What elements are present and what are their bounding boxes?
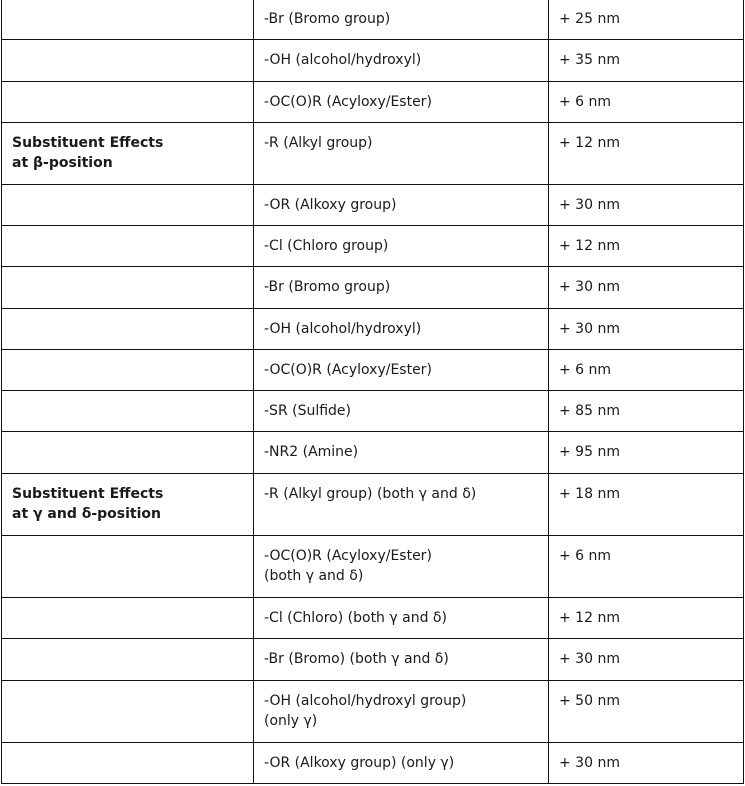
shift-cell <box>549 639 744 681</box>
category-cell <box>2 185 254 226</box>
table-row <box>2 185 744 226</box>
category-label: at γ and δ-position <box>12 506 162 522</box>
shift-value: + 12 nm <box>559 610 620 626</box>
substituent-text: -OC(O)R (Acyloxy/Ester) <box>264 94 432 110</box>
substituent-cell <box>254 40 549 82</box>
substituent-cell <box>254 743 549 784</box>
shift-value: + 30 nm <box>559 755 620 771</box>
substituent-text: -OR (Alkoxy group) (only γ) <box>264 755 455 771</box>
category-cell <box>2 123 254 185</box>
table-row <box>2 123 744 185</box>
substituent-cell <box>254 309 549 350</box>
shift-value: + 25 nm <box>559 11 620 27</box>
category-label: Substituent Effects <box>12 486 164 502</box>
substituent-text: -OH (alcohol/hydroxyl) <box>264 321 422 337</box>
shift-cell <box>549 185 744 226</box>
substituent-effects-table <box>1 0 744 784</box>
category-cell <box>2 474 254 536</box>
category-cell <box>2 0 254 40</box>
table-row <box>2 82 744 123</box>
substituent-cell <box>254 123 549 185</box>
shift-cell <box>549 0 744 40</box>
category-cell <box>2 681 254 743</box>
shift-value: + 95 nm <box>559 444 620 460</box>
substituent-cell <box>254 82 549 123</box>
shift-cell <box>549 123 744 185</box>
shift-value: + 6 nm <box>559 94 612 110</box>
table-row <box>2 598 744 639</box>
shift-cell <box>549 226 744 267</box>
table-row <box>2 474 744 536</box>
substituent-text: -R (Alkyl group) <box>264 135 373 151</box>
category-cell <box>2 82 254 123</box>
substituent-text: -OC(O)R (Acyloxy/Ester) <box>264 362 432 378</box>
category-cell <box>2 639 254 681</box>
shift-cell <box>549 743 744 784</box>
substituent-cell <box>254 536 549 598</box>
table-row <box>2 267 744 309</box>
shift-value: + 6 nm <box>559 548 612 564</box>
category-cell <box>2 391 254 432</box>
substituent-cell <box>254 432 549 474</box>
shift-cell <box>549 40 744 82</box>
substituent-cell <box>254 391 549 432</box>
substituent-text: (only γ) <box>264 713 318 729</box>
table-row <box>2 350 744 391</box>
table-body <box>2 0 744 784</box>
shift-value: + 12 nm <box>559 238 620 254</box>
substituent-text: -Br (Bromo) (both γ and δ) <box>264 651 449 667</box>
category-cell <box>2 309 254 350</box>
substituent-text: -R (Alkyl group) (both γ and δ) <box>264 486 477 502</box>
shift-cell <box>549 681 744 743</box>
category-cell <box>2 350 254 391</box>
table-row <box>2 391 744 432</box>
substituent-text: -Br (Bromo group) <box>264 11 391 27</box>
shift-value: + 30 nm <box>559 651 620 667</box>
shift-value: + 6 nm <box>559 362 612 378</box>
substituent-cell <box>254 681 549 743</box>
substituent-cell <box>254 350 549 391</box>
table-row <box>2 536 744 598</box>
substituent-text: -OR (Alkoxy group) <box>264 197 397 213</box>
substituent-cell <box>254 226 549 267</box>
substituent-cell <box>254 185 549 226</box>
substituent-cell <box>254 267 549 309</box>
category-cell <box>2 267 254 309</box>
category-cell <box>2 40 254 82</box>
category-label: at β-position <box>12 155 113 171</box>
substituent-text: -SR (Sulfide) <box>264 403 352 419</box>
shift-cell <box>549 474 744 536</box>
shift-value: + 18 nm <box>559 486 620 502</box>
table-row <box>2 639 744 681</box>
shift-cell <box>549 391 744 432</box>
category-cell <box>2 226 254 267</box>
substituent-cell <box>254 639 549 681</box>
shift-cell <box>549 267 744 309</box>
substituent-text: (both γ and δ) <box>264 568 364 584</box>
shift-cell <box>549 350 744 391</box>
table-row <box>2 309 744 350</box>
table-row <box>2 0 744 40</box>
category-cell <box>2 598 254 639</box>
substituent-text: -NR2 (Amine) <box>264 444 359 460</box>
shift-cell <box>549 598 744 639</box>
category-cell <box>2 432 254 474</box>
table-row <box>2 681 744 743</box>
shift-value: + 35 nm <box>559 52 620 68</box>
shift-cell <box>549 82 744 123</box>
category-cell <box>2 743 254 784</box>
shift-value: + 30 nm <box>559 279 620 295</box>
shift-value: + 30 nm <box>559 321 620 337</box>
shift-cell <box>549 536 744 598</box>
shift-value: + 85 nm <box>559 403 620 419</box>
substituent-text: -Br (Bromo group) <box>264 279 391 295</box>
substituent-cell <box>254 598 549 639</box>
category-label: Substituent Effects <box>12 135 164 151</box>
substituent-text: -OH (alcohol/hydroxyl) <box>264 52 422 68</box>
shift-value: + 50 nm <box>559 693 620 709</box>
category-cell <box>2 536 254 598</box>
table-row <box>2 743 744 784</box>
substituent-text: -Cl (Chloro) (both γ and δ) <box>264 610 447 626</box>
table-row <box>2 432 744 474</box>
shift-value: + 12 nm <box>559 135 620 151</box>
table-row <box>2 226 744 267</box>
substituent-cell <box>254 0 549 40</box>
substituent-cell <box>254 474 549 536</box>
shift-cell <box>549 309 744 350</box>
shift-cell <box>549 432 744 474</box>
substituent-text: -Cl (Chloro group) <box>264 238 389 254</box>
substituent-text: -OH (alcohol/hydroxyl group) <box>264 693 467 709</box>
table-row <box>2 40 744 82</box>
substituent-text: -OC(O)R (Acyloxy/Ester) <box>264 548 432 564</box>
shift-value: + 30 nm <box>559 197 620 213</box>
